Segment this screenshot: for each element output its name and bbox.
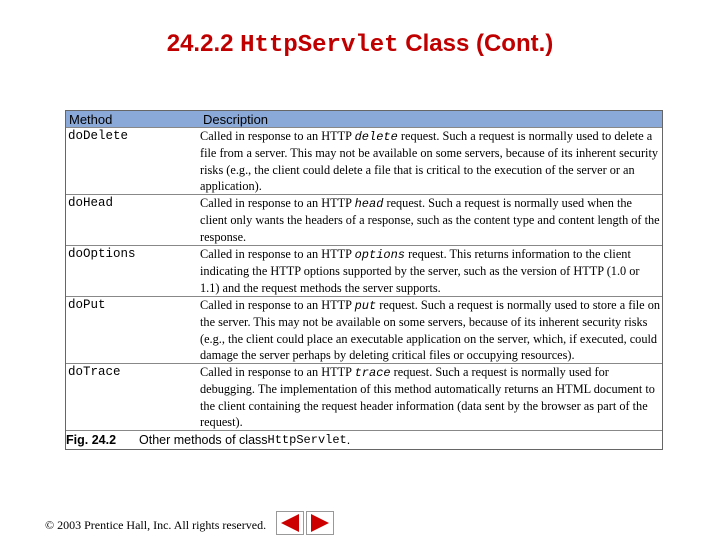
method-name: doHead	[68, 196, 114, 211]
figure-caption	[66, 430, 662, 449]
description-post: request. Such a request is normally used for debugging. The implementation of this method automatically returns an HTML document to the client containing the request header information (data sent by the browser as part of the request).	[200, 365, 655, 430]
method-description	[200, 297, 662, 363]
http-term: delete	[354, 130, 398, 144]
description-pre: Called in response to an HTTP	[200, 365, 355, 380]
description-post: request. Such a request is normally used to delete a file from a server. This may not be available on some servers, because of its inherent security risks (e.g., the client could delete a file that is critical to the execution of the server or an application).	[200, 129, 659, 193]
method-name: doDelete	[68, 129, 129, 143]
figure-number: Fig. 24.2	[66, 433, 117, 448]
method-description	[200, 246, 662, 296]
description-post: request. Such a request is normally used when the client only wants the headers of a response, such as the content type and content length of the response.	[200, 196, 660, 244]
title-class-name: HttpServlet	[240, 32, 399, 59]
method-name: doOptions	[68, 247, 136, 262]
caption-end: .	[346, 433, 351, 448]
title-part1: 24.2.2	[166, 30, 241, 57]
caption-text: Other methods of class	[139, 433, 268, 448]
title-part2: Class (Cont.)	[398, 30, 554, 57]
http-term: put	[354, 298, 377, 313]
caption-class-name: HttpServlet	[267, 433, 347, 448]
description-post: request. Such a request is normally used to store a file on the server. This may not be available on some servers, because of its inherent security risks (e.g., the client could place an executable application on the server, which, if executed, could damage the server perhaps by deleting critical files or occupying resources).	[200, 297, 660, 362]
http-term: options	[354, 248, 406, 263]
table-row	[66, 194, 662, 245]
method-name: doTrace	[68, 365, 121, 380]
method-name: doPut	[68, 297, 106, 312]
method-description	[200, 128, 662, 194]
column-header-method: Method	[69, 111, 113, 127]
column-header-description: Description	[203, 111, 269, 127]
description-pre: Called in response to an HTTP	[200, 196, 355, 211]
copyright-footer: © 2003 Prentice Hall, Inc. All rights reserved.	[45, 518, 267, 532]
method-description	[200, 364, 662, 430]
description-post: request. This returns information to the client indicating the HTTP options supported by the server, such as the version of HTTP (1.0 or 1.1) and the request methods the server supports.	[200, 247, 640, 295]
methods-table	[65, 110, 663, 450]
method-description	[200, 195, 662, 245]
http-term: trace	[354, 366, 391, 381]
slide-title	[0, 30, 720, 59]
table-row	[66, 296, 662, 363]
table-row	[66, 127, 662, 194]
description-pre: Called in response to an HTTP	[200, 129, 355, 143]
description-pre: Called in response to an HTTP	[200, 297, 355, 312]
next-slide-button[interactable]	[306, 511, 334, 535]
table-row	[66, 245, 662, 296]
table-row	[66, 363, 662, 430]
previous-slide-button[interactable]	[276, 511, 304, 535]
http-term: head	[354, 197, 384, 212]
table-header	[66, 111, 662, 127]
description-pre: Called in response to an HTTP	[200, 247, 355, 262]
